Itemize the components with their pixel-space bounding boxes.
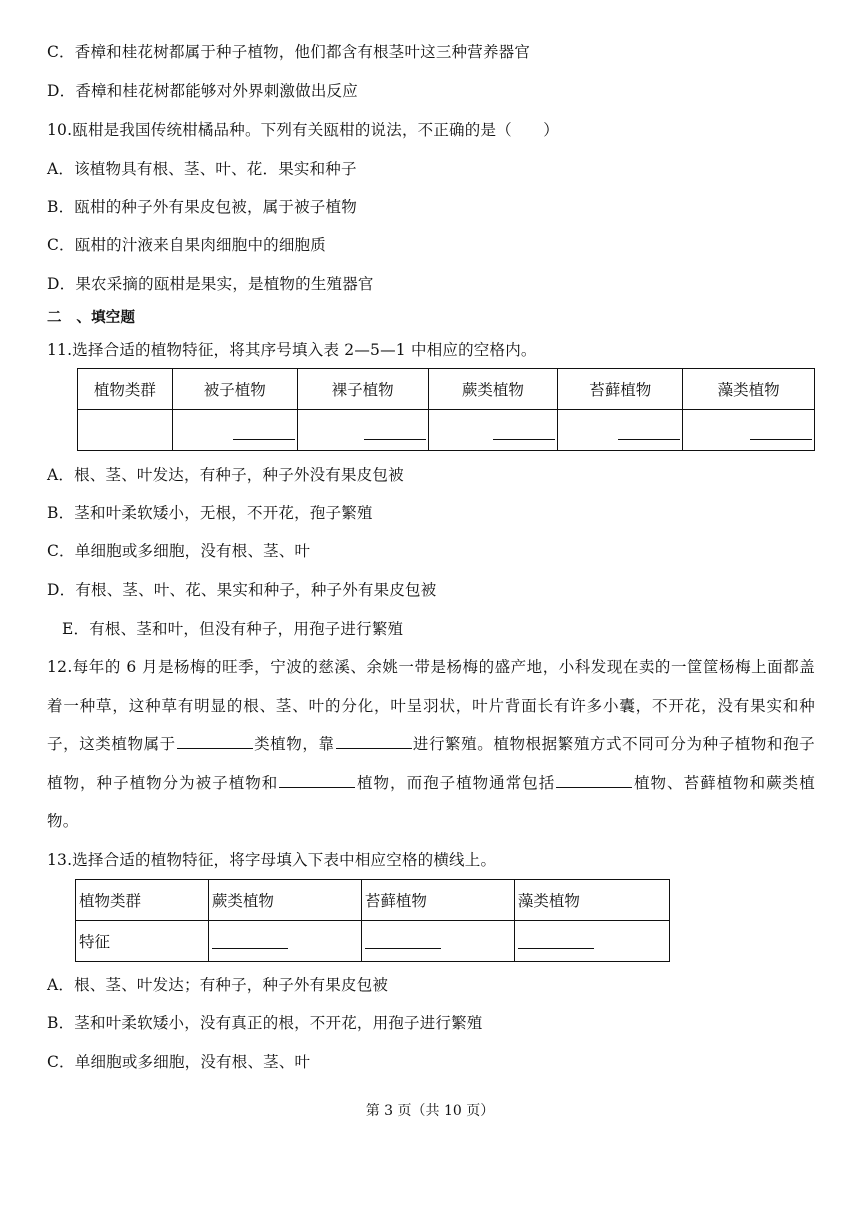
page-footer: 第 3 页（共 10 页）	[365, 1103, 495, 1119]
q9-option-c: C．香樟和桂花树都属于种子植物，他们都含有根茎叶这三种营养器官	[47, 43, 531, 61]
answer-blank[interactable]	[233, 439, 295, 440]
q11-answer-algae[interactable]	[683, 410, 815, 451]
q10-option-a: A．该植物具有根、茎、叶、花．果实和种子	[47, 160, 357, 178]
q13-header-fern: 蕨类植物	[208, 880, 361, 921]
q12-text-4: 植物，而孢子植物通常包括	[356, 773, 556, 792]
q11-answer-gymnosperm[interactable]	[297, 410, 428, 451]
q12-blank-3[interactable]	[279, 773, 355, 788]
answer-blank[interactable]	[364, 439, 426, 440]
q12-blank-4[interactable]	[556, 773, 632, 788]
q11-header-algae: 藻类植物	[683, 369, 815, 410]
q10-option-d: D．果农采摘的瓯柑是果实，是植物的生殖器官	[47, 275, 374, 293]
answer-blank[interactable]	[212, 948, 288, 949]
q12-text-5: 植物、苔藓植物和蕨类植物。	[47, 773, 815, 830]
q11-option-b: B．茎和叶柔软矮小，无根，不开花，孢子繁殖	[47, 504, 373, 522]
section-heading-fill-in: 二 、填空题	[47, 310, 136, 326]
q11-answer-angiosperm[interactable]	[172, 410, 297, 451]
q11-option-e: E．有根、茎和叶，但没有种子，用孢子进行繁殖	[62, 620, 404, 638]
q11-header-gymnosperm: 裸子植物	[297, 369, 428, 410]
q13-option-c: C．单细胞或多细胞，没有根、茎、叶	[47, 1053, 311, 1071]
q9-option-d: D．香樟和桂花树都能够对外界刺激做出反应	[47, 82, 358, 100]
q12-text-2: 类植物，靠	[253, 735, 335, 753]
q12-paragraph	[47, 648, 815, 841]
q12-blank-2[interactable]	[336, 734, 412, 749]
answer-blank[interactable]	[365, 948, 441, 949]
q12-text-1: 12.每年的 6 月是杨梅的旺季，宁波的慈溪、余姚一带是杨梅的盛产地，小科发现在卖的一筐筐杨梅上面都盖着一种草，这种草有明显的根、茎、叶的分化，叶呈羽状，叶片背面长有许多小囊，不开花，没有果实和种子，这类植物属于	[47, 658, 815, 753]
q11-option-a: A．根、茎、叶发达，有种子，种子外没有果皮包被	[47, 466, 404, 484]
q11-answer-fern[interactable]	[428, 410, 558, 451]
q11-stem: 11.选择合适的植物特征，将其序号填入表 2—5—1 中相应的空格内。	[47, 341, 537, 359]
q11-header-moss: 苔藓植物	[558, 369, 683, 410]
q13-option-b: B．茎和叶柔软矮小，没有真正的根，不开花，用孢子进行繁殖	[47, 1014, 483, 1032]
q10-option-c: C．瓯柑的汁液来自果肉细胞中的细胞质	[47, 236, 326, 254]
q13-header-moss: 苔藓植物	[361, 880, 514, 921]
q13-answer-algae[interactable]	[514, 921, 669, 962]
q11-option-d: D．有根、茎、叶、花、果实和种子，种子外有果皮包被	[47, 581, 437, 599]
q13-option-a: A．根、茎、叶发达；有种子，种子外有果皮包被	[47, 976, 389, 994]
q13-header-group: 植物类群	[76, 880, 209, 921]
q13-answer-fern[interactable]	[208, 921, 361, 962]
q12-blank-1[interactable]	[177, 734, 253, 749]
answer-blank[interactable]	[750, 439, 812, 440]
q11-answer-moss[interactable]	[558, 410, 683, 451]
q11-header-group: 植物类群	[78, 369, 173, 410]
answer-blank[interactable]	[518, 948, 594, 949]
q11-option-c: C．单细胞或多细胞，没有根、茎、叶	[47, 542, 311, 560]
answer-blank[interactable]	[493, 439, 555, 440]
q13-table	[75, 879, 670, 962]
answer-blank[interactable]	[618, 439, 680, 440]
q11-table	[77, 368, 815, 451]
q13-stem: 13.选择合适的植物特征，将字母填入下表中相应空格的横线上。	[47, 851, 497, 869]
q10-stem: 10.瓯柑是我国传统柑橘品种。下列有关瓯柑的说法，不正确的是（ ）	[47, 121, 559, 139]
q11-cell-label	[78, 410, 173, 451]
q10-option-b: B．瓯柑的种子外有果皮包被，属于被子植物	[47, 198, 357, 216]
q11-header-angiosperm: 被子植物	[172, 369, 297, 410]
q11-header-fern: 蕨类植物	[428, 369, 558, 410]
q12-text-3: 进行繁殖。植物根据繁殖方式不同可分为种子植物和孢子植物，种子植物分为被子植物和	[47, 735, 815, 792]
q13-row-label: 特征	[76, 921, 209, 962]
q13-header-algae: 藻类植物	[514, 880, 669, 921]
q13-answer-moss[interactable]	[361, 921, 514, 962]
